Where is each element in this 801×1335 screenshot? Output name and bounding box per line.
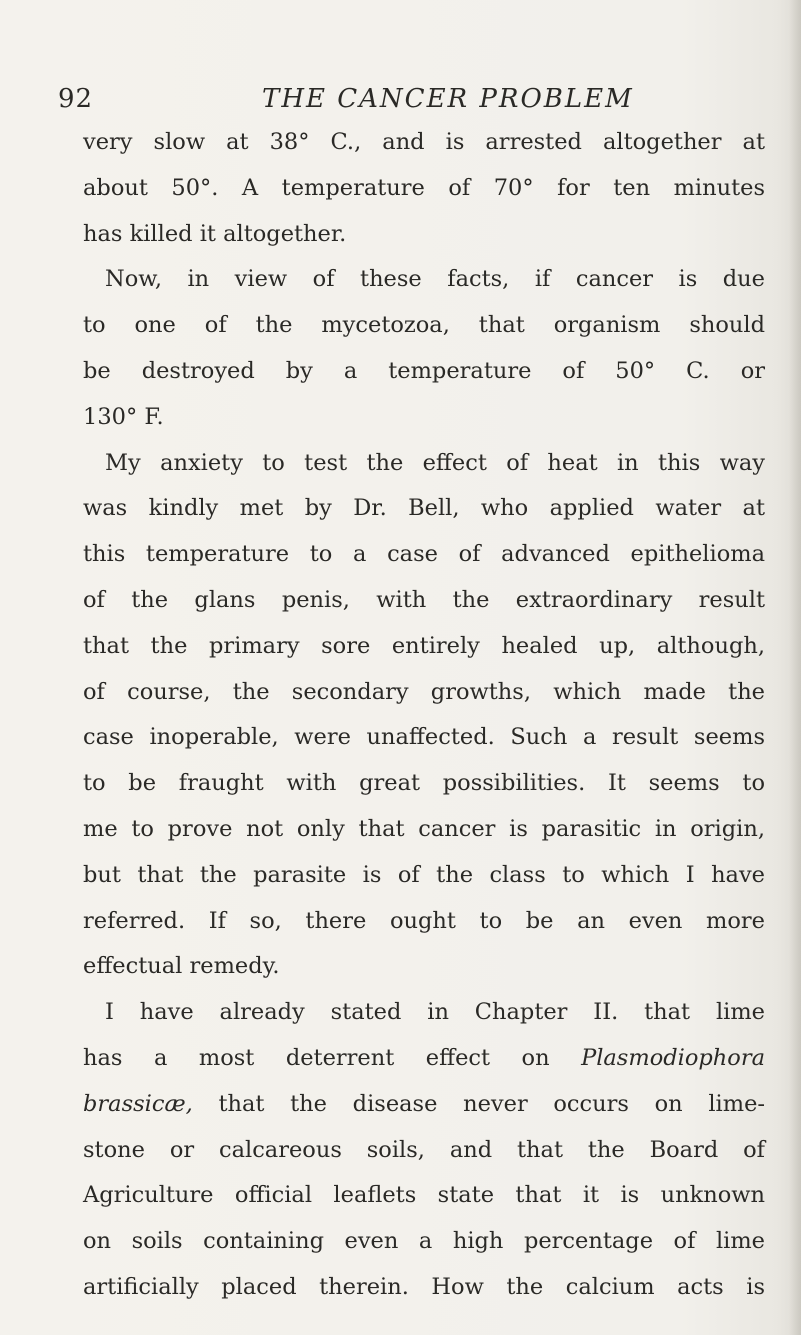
text-line: artificially placed therein. How the calcium acts is <box>83 1273 765 1300</box>
text-line: has killed it altogether. <box>83 220 347 247</box>
text-line: My anxiety to test the effect of heat in this way <box>105 449 765 476</box>
italic-species-name: Plasmodiophora <box>581 1044 765 1071</box>
text-line: referred. If so, there ought to be an even more <box>83 907 765 934</box>
text-line: but that the parasite is of the class to which I have <box>83 861 765 888</box>
text-line: that the primary sore entirely healed up, although, <box>83 632 765 659</box>
italic-species-name: brassicæ, <box>83 1090 193 1117</box>
text-line-mixed <box>83 1082 765 1128</box>
text-line: of course, the secondary growths, which made the <box>83 678 765 705</box>
page-edge-shadow <box>789 0 801 1335</box>
text-line: this temperature to a case of advanced epithelioma <box>83 541 765 568</box>
text-line: I have already stated in Chapter II. that lime <box>105 999 765 1026</box>
text-line: on soils containing even a high percentage of lime <box>83 1228 765 1255</box>
text-line: case inoperable, were unaffected. Such a result seems <box>83 724 765 751</box>
text-line: Agriculture official leaflets state that it is unknown <box>83 1182 765 1209</box>
text-line: me to prove not only that cancer is parasitic in origin, <box>83 815 765 842</box>
text-segment: that the disease never occurs on lime- <box>192 1090 765 1117</box>
text-line: was kindly met by Dr. Bell, who applied water at <box>83 495 765 522</box>
text-line: about 50°. A temperature of 70° for ten minutes <box>83 174 765 201</box>
text-line: very slow at 38° C., and is arrested altogether at <box>83 129 765 155</box>
text-line: of the glans penis, with the extraordinary result <box>83 586 765 613</box>
text-line: to one of the mycetozoa, that organism should <box>83 312 765 339</box>
page-header <box>0 82 801 122</box>
text-line: 130° F. <box>83 403 164 430</box>
text-line-mixed <box>83 1036 765 1082</box>
text-line: Now, in view of these facts, if cancer is due <box>105 266 765 293</box>
text-segment: has a most deterrent effect on <box>83 1044 582 1071</box>
body-text <box>83 120 765 1311</box>
text-line: stone or calcareous soils, and that the Board of <box>83 1136 765 1163</box>
page-number: 92 <box>58 84 94 114</box>
text-line: to be fraught with great possibilities. It seems to <box>83 770 765 797</box>
running-head: THE CANCER PROBLEM <box>262 84 634 114</box>
text-line: effectual remedy. <box>83 953 280 980</box>
text-line: be destroyed by a temperature of 50° C. or <box>83 357 765 384</box>
